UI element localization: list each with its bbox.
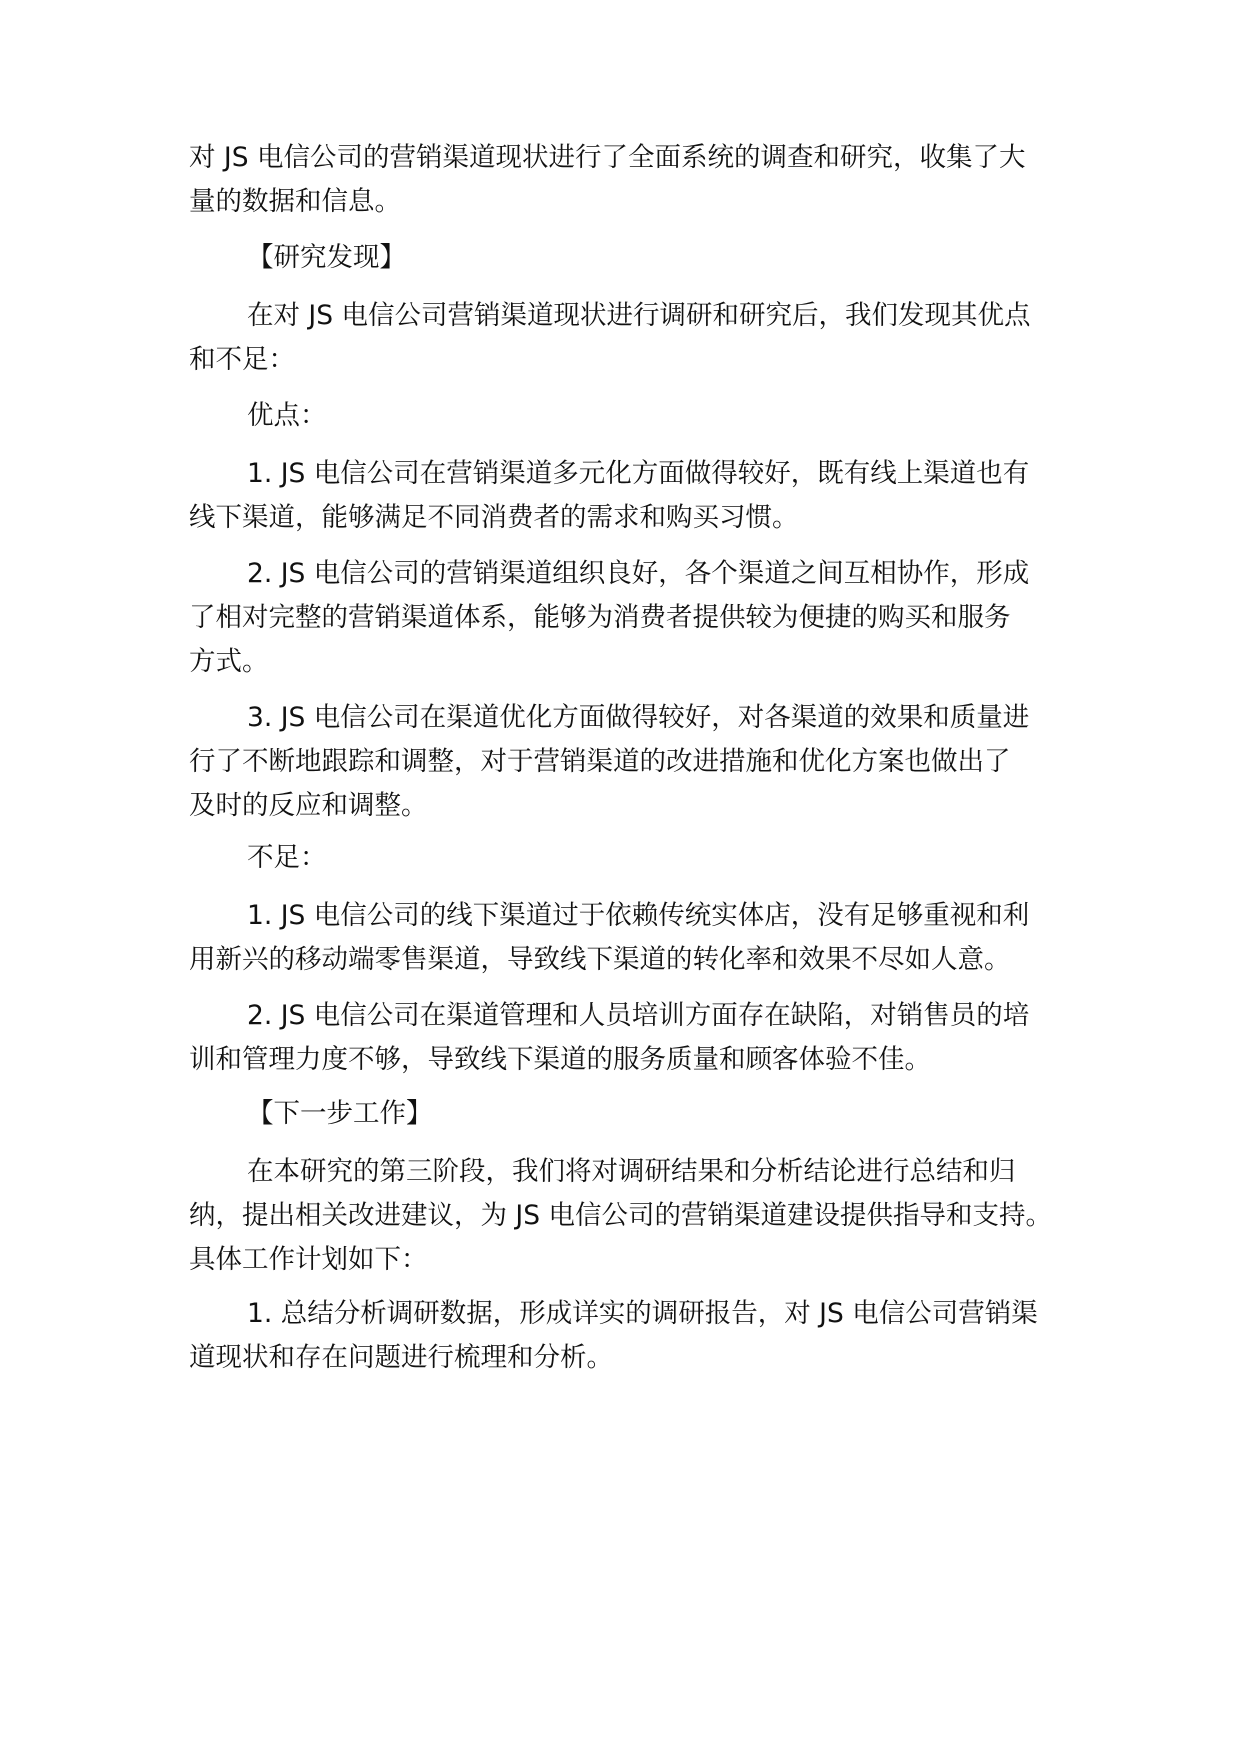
text-line: 纳，提出相关改进建议，为 JS 电信公司的营销渠道建设提供指导和支持。 (189, 1200, 1052, 1231)
subheading-shortcomings (189, 836, 1064, 880)
list-item-advantage-1 (189, 452, 1064, 540)
text-line: 和不足： (189, 344, 295, 375)
paragraph-next-steps (189, 1150, 1064, 1282)
text-line: 道现状和存在问题进行梳理和分析。 (189, 1342, 613, 1373)
text-line: 在对 JS 电信公司营销渠道现状进行调研和研究后，我们发现其优点 (247, 300, 1031, 331)
text-line: 用新兴的移动端零售渠道，导致线下渠道的转化率和效果不尽如人意。 (189, 944, 1011, 975)
list-item-plan-1 (189, 1292, 1064, 1380)
text-line: 1. 总结分析调研数据，形成详实的调研报告，对 JS 电信公司营销渠 (247, 1298, 1038, 1329)
text-line: 1. JS 电信公司的线下渠道过于依赖传统实体店，没有足够重视和利 (247, 900, 1030, 931)
text-line: 线下渠道，能够满足不同消费者的需求和购买习惯。 (189, 502, 799, 533)
text-line: 行了不断地跟踪和调整，对于营销渠道的改进措施和优化方案也做出了 (189, 746, 1011, 777)
heading-text: 【下一步工作】 (247, 1098, 433, 1129)
list-item-shortcoming-2 (189, 994, 1064, 1082)
subheading-text: 不足： (247, 842, 327, 873)
text-line: 3. JS 电信公司在渠道优化方面做得较好，对各渠道的效果和质量进 (247, 702, 1030, 733)
paragraph-continuation (189, 136, 1064, 224)
text-line: 在本研究的第三阶段，我们将对调研结果和分析结论进行总结和归 (247, 1156, 1016, 1187)
text-line: 具体工作计划如下： (189, 1244, 428, 1275)
paragraph-findings-intro (189, 294, 1064, 382)
text-line: 方式。 (189, 646, 269, 677)
text-line: 2. JS 电信公司在渠道管理和人员培训方面存在缺陷，对销售员的培 (247, 1000, 1030, 1031)
list-item-shortcoming-1 (189, 894, 1064, 982)
subheading-advantages (189, 394, 1064, 438)
text-line: 1. JS 电信公司在营销渠道多元化方面做得较好，既有线上渠道也有 (247, 458, 1030, 489)
subheading-text: 优点： (247, 400, 327, 431)
heading-text: 【研究发现】 (247, 242, 406, 273)
text-line: 2. JS 电信公司的营销渠道组织良好，各个渠道之间互相协作，形成 (247, 558, 1030, 589)
text-line: 量的数据和信息。 (189, 186, 401, 217)
list-item-advantage-2 (189, 552, 1064, 684)
text-line: 对 JS 电信公司的营销渠道现状进行了全面系统的调查和研究，收集了大 (189, 142, 1026, 173)
text-line: 训和管理力度不够，导致线下渠道的服务质量和顾客体验不佳。 (189, 1044, 931, 1075)
list-item-advantage-3 (189, 696, 1064, 828)
section-heading-next-steps (189, 1092, 1064, 1136)
text-line: 了相对完整的营销渠道体系，能够为消费者提供较为便捷的购买和服务 (189, 602, 1011, 633)
section-heading-findings (189, 236, 1064, 280)
text-line: 及时的反应和调整。 (189, 790, 428, 821)
